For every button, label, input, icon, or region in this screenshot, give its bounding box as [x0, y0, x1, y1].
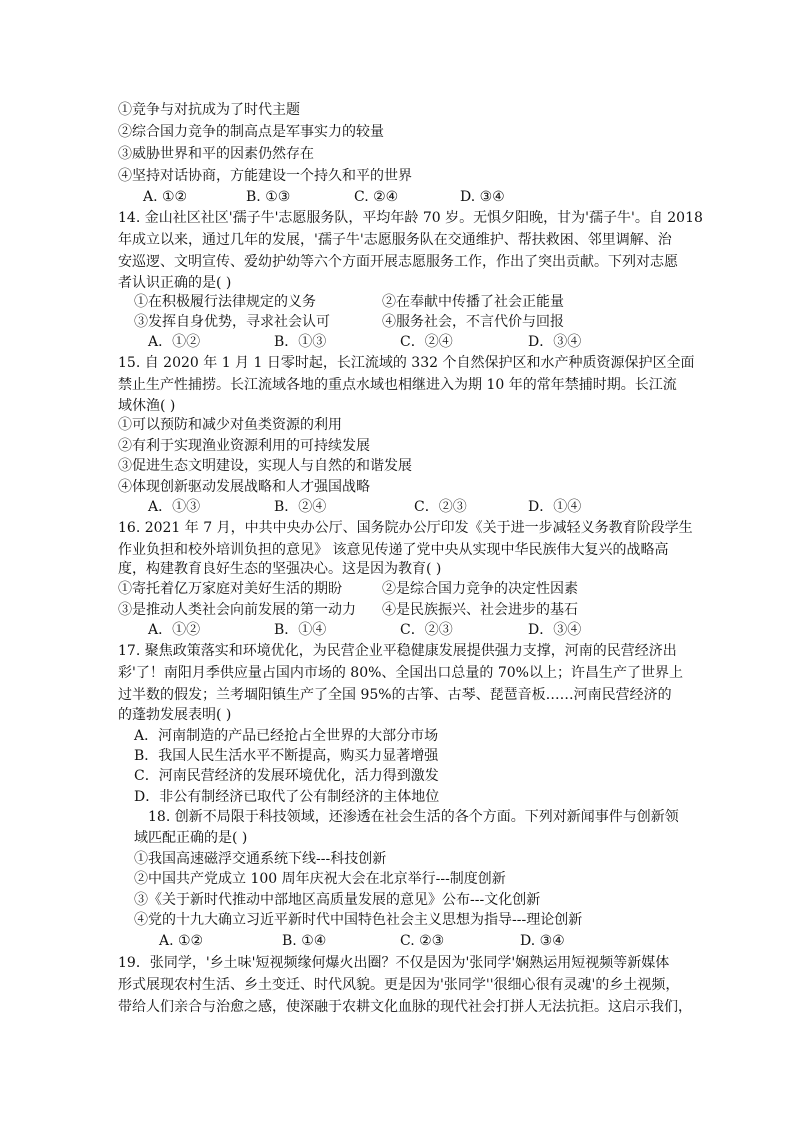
q19-stem-1: 19．张同学，'乡土味'短视频缘何爆火出圈？不仅是因为'张同学'娴熟运用短视频等新媒体 [118, 955, 670, 971]
q19-stem-3: 带给人们亲合与治愈之感，使深融于农耕文化血脉的现代社会打拼人无法抗拒。这启示我们， [118, 999, 692, 1015]
q18-stem-2: 域匹配正确的是( ) [134, 830, 248, 846]
q13-option-1: ①竞争与对抗成为了时代主题 [118, 102, 300, 118]
q13-option-4: ④坚持对话协商，方能建设一个持久和平的世界 [118, 168, 412, 184]
q14-option-1: ①在积极履行法律规定的义务 [134, 294, 316, 310]
q16-stem-3: 度，构建教育良好生态的坚强决心。这是因为教育( ) [118, 561, 442, 577]
q13-option-2: ②综合国力竞争的制高点是军事实力的较量 [118, 124, 384, 140]
q14-answer-c: C．②④ [400, 334, 453, 350]
q15-stem-2: 禁止生产性捕捞。长江流域各地的重点水域也相继进入为期 10 年的常年禁捕时期。长江流 [118, 377, 677, 393]
q16-answer-c: C．②③ [400, 622, 453, 638]
q14-answer-a: A．①② [148, 334, 201, 350]
q14-stem-3: 安巡逻、文明宣传、爱幼护幼等六个方面开展志愿服务工作，作出了突出贡献。下列对志愿 [118, 254, 678, 270]
q17-stem-1: 17. 聚焦政策落实和环境优化，为民营企业平稳健康发展提供强力支撑，河南的民营经济出 [118, 643, 677, 659]
q17-stem-4: 的蓬勃发展表明( ) [118, 707, 232, 723]
q17-option-d: D．非公有制经济已取代了公有制经济的主体地位 [134, 789, 440, 805]
q14-stem-1: 14. 金山社区社区'孺子牛'志愿服务队，平均年龄 70 岁。无惧夕阳晚，甘为'孺子牛'。自 2018 [118, 210, 703, 226]
q14-answer-b: B．①③ [274, 334, 327, 350]
q19-stem-2: 形式展现农村生活、乡土变迁、时代风貌。更是因为'张同学''很细心很有灵魂'的乡土视频， [118, 977, 680, 993]
q16-stem-1: 16. 2021 年 7 月，中共中央办公厅、国务院办公厅印发《关于进一步减轻义务教育阶段学生 [118, 520, 693, 536]
q16-answer-b: B．①④ [274, 622, 327, 638]
q14-option-3: ③发挥自身优势，寻求社会认可 [134, 314, 330, 330]
q14-option-2: ②在奉献中传播了社会正能量 [382, 294, 564, 310]
q15-stem-3: 域休渔( ) [118, 398, 176, 414]
q17-option-a: A．河南制造的产品已经抢占全世界的大部分市场 [134, 728, 439, 744]
q15-answer-c: C．②③ [414, 499, 467, 515]
q17-stem-3: 过半数的假发；兰考堌阳镇生产了全国 95%的古筝、古琴、琵琶音板……河南民营经济的 [118, 687, 672, 703]
q13-answer-a: A. ①② [143, 189, 188, 205]
q16-option-2: ②是综合国力竞争的决定性因素 [382, 581, 578, 597]
q18-answer-c: C. ②③ [400, 933, 445, 949]
q15-option-2: ②有利于实现渔业资源利用的可持续发展 [118, 438, 370, 454]
q16-option-1: ①寄托着亿万家庭对美好生活的期盼 [118, 581, 342, 597]
q18-answer-b: B. ①④ [282, 933, 327, 949]
q14-stem-4: 者认识正确的是( ) [118, 275, 232, 291]
q16-option-4: ④是民族振兴、社会进步的基石 [382, 602, 578, 618]
q13-option-3: ③威胁世界和平的因素仍然存在 [118, 146, 314, 162]
q14-option-4: ④服务社会，不言代价与回报 [382, 314, 564, 330]
q17-stem-2: 彩'了！南阳月季供应量占国内市场的 80%、全国出口总量的 70%以上；许昌生产了世界上 [118, 665, 683, 681]
q18-answer-d: D. ③④ [520, 933, 565, 949]
q13-answer-b: B. ①③ [246, 189, 291, 205]
q15-option-3: ③促进生态文明建设，实现人与自然的和谐发展 [118, 458, 412, 474]
q13-answer-d: D. ③④ [460, 189, 505, 205]
q15-answer-a: A．①③ [148, 499, 201, 515]
q18-answer-a: A. ①② [159, 933, 204, 949]
q16-stem-2: 作业负担和校外培训负担的意见》 该意见传递了党中央从实现中华民族伟大复兴的战略高 [118, 542, 669, 558]
q15-option-1: ①可以预防和减少对鱼类资源的利用 [118, 417, 342, 433]
q15-answer-b: B．②④ [274, 499, 327, 515]
q14-answer-d: D．③④ [528, 334, 582, 350]
q18-option-4: ④党的十九大确立习近平新时代中国特色社会主义思想为指导---理论创新 [134, 912, 583, 928]
q15-answer-d: D．①④ [528, 499, 582, 515]
q15-stem-1: 15. 自 2020 年 1 月 1 日零时起，长江流域的 332 个自然保护区和水产种质资源保护区全面 [118, 355, 695, 371]
q16-option-3: ③是推动人类社会向前发展的第一动力 [118, 602, 356, 618]
q18-option-3: ③《关于新时代推动中部地区高质量发展的意见》公布---文化创新 [134, 892, 541, 908]
q16-answer-d: D．③④ [528, 622, 582, 638]
q16-answer-a: A．①② [148, 622, 201, 638]
q17-option-b: B．我国人民生活水平不断提高，购买力显著增强 [134, 748, 439, 764]
q18-option-1: ①我国高速磁浮交通系统下线---科技创新 [134, 851, 387, 867]
q13-answer-c: C. ②④ [354, 189, 399, 205]
q18-stem-1: 18. 创新不局限于科技领域，还渗透在社会生活的各个方面。下列对新闻事件与创新领 [148, 809, 679, 825]
q17-option-c: C．河南民营经济的发展环境优化，活力得到激发 [134, 768, 439, 784]
q15-option-4: ④体现创新驱动发展战略和人才强国战略 [118, 479, 370, 495]
q18-option-2: ②中国共产党成立 100 周年庆祝大会在北京举行---制度创新 [134, 871, 506, 887]
q14-stem-2: 年成立以来，通过几年的发展，'孺子牛'志愿服务队在交通维护、帮扶救困、邻里调解、治 [118, 232, 672, 248]
